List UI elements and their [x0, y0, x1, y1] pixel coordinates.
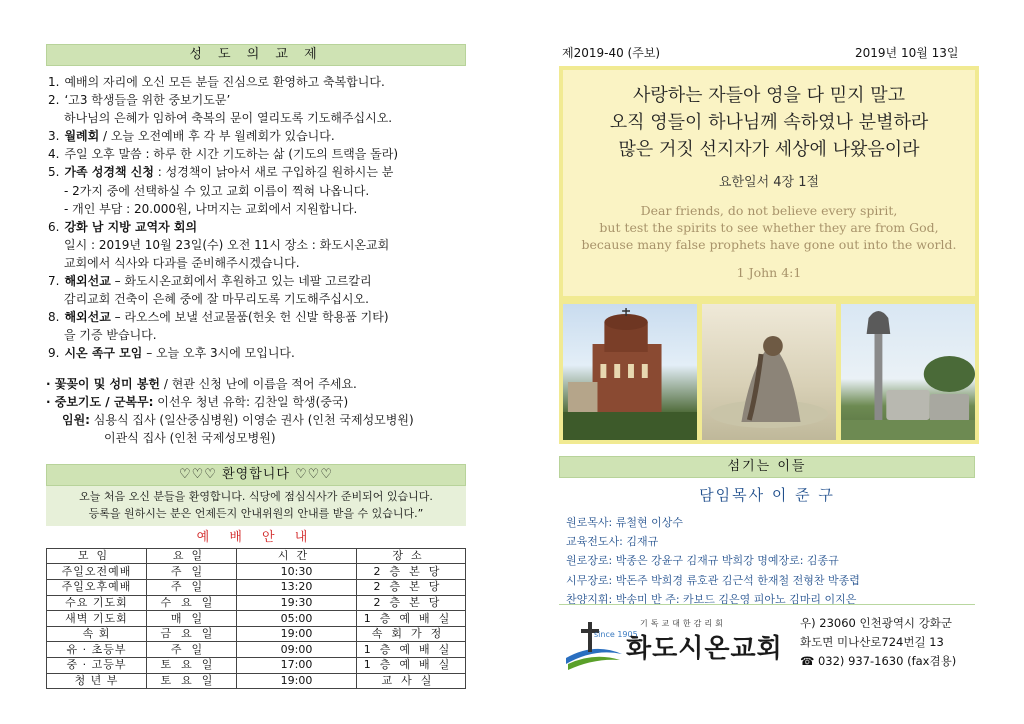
table-cell: 05:00 [237, 611, 357, 627]
item-text: 예배의 자리에 오신 모든 분들 진심으로 환영하고 축복합니다. [64, 75, 385, 89]
announcement-item [48, 163, 466, 181]
table-cell: 13:20 [237, 580, 357, 596]
logo-denomination: 기독교대한감리회 [640, 619, 726, 628]
divider [559, 604, 975, 605]
welcome-line: 등록을 원하시는 분은 언제든지 안내위원의 안내를 받을 수 있습니다.” [88, 506, 424, 520]
staff-list [566, 513, 976, 609]
table-cell: 토요일 [147, 658, 237, 674]
table-cell: 19:30 [237, 595, 357, 611]
table-row [47, 580, 466, 596]
item-text: 주일 오후 말씀 : 하루 한 시간 기도하는 삶 (기도의 트랙을 돌라) [64, 147, 399, 162]
table-cell: 10:30 [237, 564, 357, 580]
note-heading: · 중보기도 / 군복무: [46, 394, 154, 409]
table-cell: 금요일 [147, 626, 237, 642]
table-cell: 청 년 부 [47, 673, 147, 689]
table-row [47, 658, 466, 674]
note-text: 이관식 집사 (인천 국제성모병원) [104, 430, 276, 445]
note-text: 이선우 청년 유학: 김찬일 학생(중국) [153, 394, 349, 409]
item-heading: 강화 남 지방 교역자 회의 [64, 219, 198, 234]
item-text: 하나님의 은혜가 임하여 축복의 문이 열리도록 기도해주십시오. [64, 111, 393, 126]
verse-line: 사랑하는 자들아 영을 다 믿지 말고 [632, 85, 906, 106]
column-header: 시간 [237, 548, 357, 564]
table-header-row [47, 548, 466, 564]
church-emblem-icon [564, 618, 624, 670]
item-heading: 시온 족구 모임 [64, 346, 143, 361]
table-row [47, 611, 466, 627]
announcement-item [48, 91, 466, 109]
english-verse-reference: 1 John 4:1 [736, 265, 802, 280]
photo-strip [559, 300, 979, 444]
table-row [47, 642, 466, 658]
fellowship-title: 성 도 의 교 제 [46, 44, 466, 66]
announcement-item [48, 308, 466, 326]
table-cell: 1층예배실 [357, 611, 466, 627]
table-cell: 유 · 초등부 [47, 642, 147, 658]
table-cell: 09:00 [237, 642, 357, 658]
item-text: – 오늘 오후 3시에 모입니다. [142, 346, 295, 361]
announcement-list [46, 73, 466, 363]
table-cell: 2층본당 [357, 595, 466, 611]
church-address [800, 614, 956, 671]
announcement-item [48, 254, 466, 272]
item-text: - 2가지 중에 선택하실 수 있고 교회 이름이 찍혀 나옵니다. [64, 183, 370, 198]
memorial-bell-photo [841, 304, 975, 440]
item-text: : 성경책이 낡아서 새로 구입하길 원하시는 분 [153, 165, 394, 180]
note-heading: · 꽃꽂이 및 성미 봉헌 [46, 376, 161, 391]
column-header: 모임 [47, 548, 147, 564]
korean-verse-reference: 요한일서 4장 1절 [718, 175, 820, 190]
prayer-notes [46, 375, 466, 447]
item-number: 5. [48, 165, 60, 180]
praying-woman-photo [702, 304, 836, 440]
table-cell: 속 회 [47, 626, 147, 642]
senior-pastor: 담임목사 이 준 구 [699, 486, 835, 504]
item-text: 감리교회 건축이 은혜 중에 잘 마무리도록 기도해주십시오. [64, 292, 369, 307]
item-heading: 해외선교 [64, 274, 111, 289]
column-header: 장소 [357, 548, 466, 564]
item-text: / 오늘 오전예배 후 각 부 월례회가 있습니다. [99, 129, 335, 144]
item-number: 9. [48, 346, 60, 361]
table-cell: 수요일 [147, 595, 237, 611]
item-heading: 가족 성경책 신청 [64, 165, 154, 180]
announcement-item [48, 182, 466, 200]
phone-line: ☎ 032) 937-1630 (fax겸용) [800, 654, 957, 668]
table-cell: 주일오후예배 [47, 580, 147, 596]
staff-line: 시무장로: 박돈주 박희경 류호관 김근석 한재철 전형찬 박종렵 [566, 573, 860, 587]
worship-schedule-table [46, 548, 466, 689]
item-text: ‘고3 학생들을 위한 중보기도문’ [64, 93, 231, 108]
item-number: 6. [48, 219, 60, 234]
welcome-title: ♡♡♡ 환영합니다 ♡♡♡ [46, 464, 466, 486]
prayer-note [46, 375, 466, 393]
table-cell: 중 · 고등부 [47, 658, 147, 674]
table-row [47, 564, 466, 580]
logo-church-name: 화도시온교회 [626, 634, 783, 664]
item-text: 교회에서 식사와 다과를 준비해주시겠습니다. [64, 255, 300, 270]
table-cell: 토요일 [147, 673, 237, 689]
table-cell: 2층본당 [357, 564, 466, 580]
table-cell: 주일 [147, 642, 237, 658]
announcement-item [48, 109, 466, 127]
announcement-item [48, 272, 466, 290]
church-building-photo [563, 304, 697, 440]
item-number: 7. [48, 274, 60, 289]
item-number: 4. [48, 147, 60, 162]
announcement-item [48, 218, 466, 236]
item-text: – 라오스에 보낼 선교물품(헌옷 헌 신발 학용품 기타) [110, 310, 389, 325]
item-text: 일시 : 2019년 10월 23일(수) 오전 11시 장소 : 화도시온교회 [64, 237, 390, 252]
announcement-item [48, 236, 466, 254]
table-cell: 수요 기도회 [47, 595, 147, 611]
issue-number: 제2019-40 (주보) [562, 46, 661, 60]
announcement-item [48, 145, 466, 163]
bulletin-date: 2019년 10월 13일 [855, 46, 959, 60]
announcement-item [48, 73, 466, 91]
verse-line: because many false prophets have gone out into the world. [581, 237, 957, 252]
verse-line: 오직 영들이 하나님께 속하였나 분별하라 [609, 112, 929, 133]
welcome-line: 오늘 처음 오신 분들을 환영합니다. 식당에 점심식사가 준비되어 있습니다. [79, 489, 433, 503]
table-cell: 19:00 [237, 626, 357, 642]
staff-line: 원로목사: 류철현 이상수 [566, 516, 683, 529]
item-heading: 월례회 [64, 129, 100, 144]
item-number: 2. [48, 93, 60, 108]
servants-title: 섬기는 이들 [559, 456, 975, 478]
announcement-item [48, 127, 466, 145]
table-cell: 1층예배실 [357, 642, 466, 658]
table-cell: 19:00 [237, 673, 357, 689]
column-header: 요일 [147, 548, 237, 564]
announcement-item [48, 200, 466, 218]
item-number: 1. [48, 75, 60, 89]
table-cell: 17:00 [237, 658, 357, 674]
verse-line: 많은 거짓 선지자가 세상에 나왔음이라 [618, 139, 920, 160]
item-text: 을 기증 받습니다. [64, 328, 157, 343]
table-cell: 새벽 기도회 [47, 611, 147, 627]
table-cell: 주일 [147, 580, 237, 596]
staff-line: 찬양지휘: 박송미 반 주: 카보드 김은영 피아노 김마리 이지은 [566, 592, 857, 606]
table-cell: 주일 [147, 564, 237, 580]
fellowship-section [46, 44, 466, 689]
item-number: 3. [48, 129, 60, 144]
verse-banner [559, 66, 979, 300]
church-logo [564, 614, 790, 674]
korean-verse [563, 82, 975, 163]
announcement-item [48, 326, 466, 344]
verse-line: Dear friends, do not believe every spirit, [640, 203, 898, 218]
item-text: – 화도시온교회에서 후원하고 있는 네팔 고르칼리 [110, 274, 372, 289]
address-line: 우) 23060 인천광역시 강화군 [800, 616, 953, 630]
table-row [47, 673, 466, 689]
table-cell: 1층예배실 [357, 658, 466, 674]
staff-line: 교육전도사: 김재규 [566, 535, 659, 549]
logo-year: since 1905 [594, 630, 638, 639]
note-text: 심용식 집사 (일산중심병원) 이영순 권사 (인천 국제성모병원) [89, 412, 414, 427]
item-number: 8. [48, 310, 60, 325]
announcement-item [48, 290, 466, 308]
announcement-item [48, 344, 466, 362]
table-cell: 주일오전예배 [47, 564, 147, 580]
table-row [47, 595, 466, 611]
prayer-note [46, 429, 466, 447]
table-cell: 교사실 [357, 673, 466, 689]
table-row [47, 626, 466, 642]
worship-title: 예 배 안 내 [196, 529, 316, 545]
verse-line: but test the spirits to see whether they are from God, [599, 220, 939, 235]
staff-line: 원로장로: 박종은 강윤구 김재규 박희강 명예장로: 김종규 [566, 554, 839, 568]
note-text: / 현관 신청 난에 이름을 적어 주세요. [160, 376, 357, 391]
table-cell: 매일 [147, 611, 237, 627]
note-heading: 임원: [62, 412, 90, 427]
item-heading: 해외선교 [64, 310, 111, 325]
table-cell: 2층본당 [357, 580, 466, 596]
prayer-note [46, 393, 466, 411]
address-line: 화도면 미나산로724번길 13 [800, 635, 944, 649]
item-text: - 개인 부담 : 20.000원, 나머지는 교회에서 지원합니다. [64, 201, 358, 216]
table-cell: 속회가정 [357, 626, 466, 642]
prayer-note [46, 411, 466, 429]
english-verse [563, 202, 975, 253]
welcome-box [46, 486, 466, 526]
